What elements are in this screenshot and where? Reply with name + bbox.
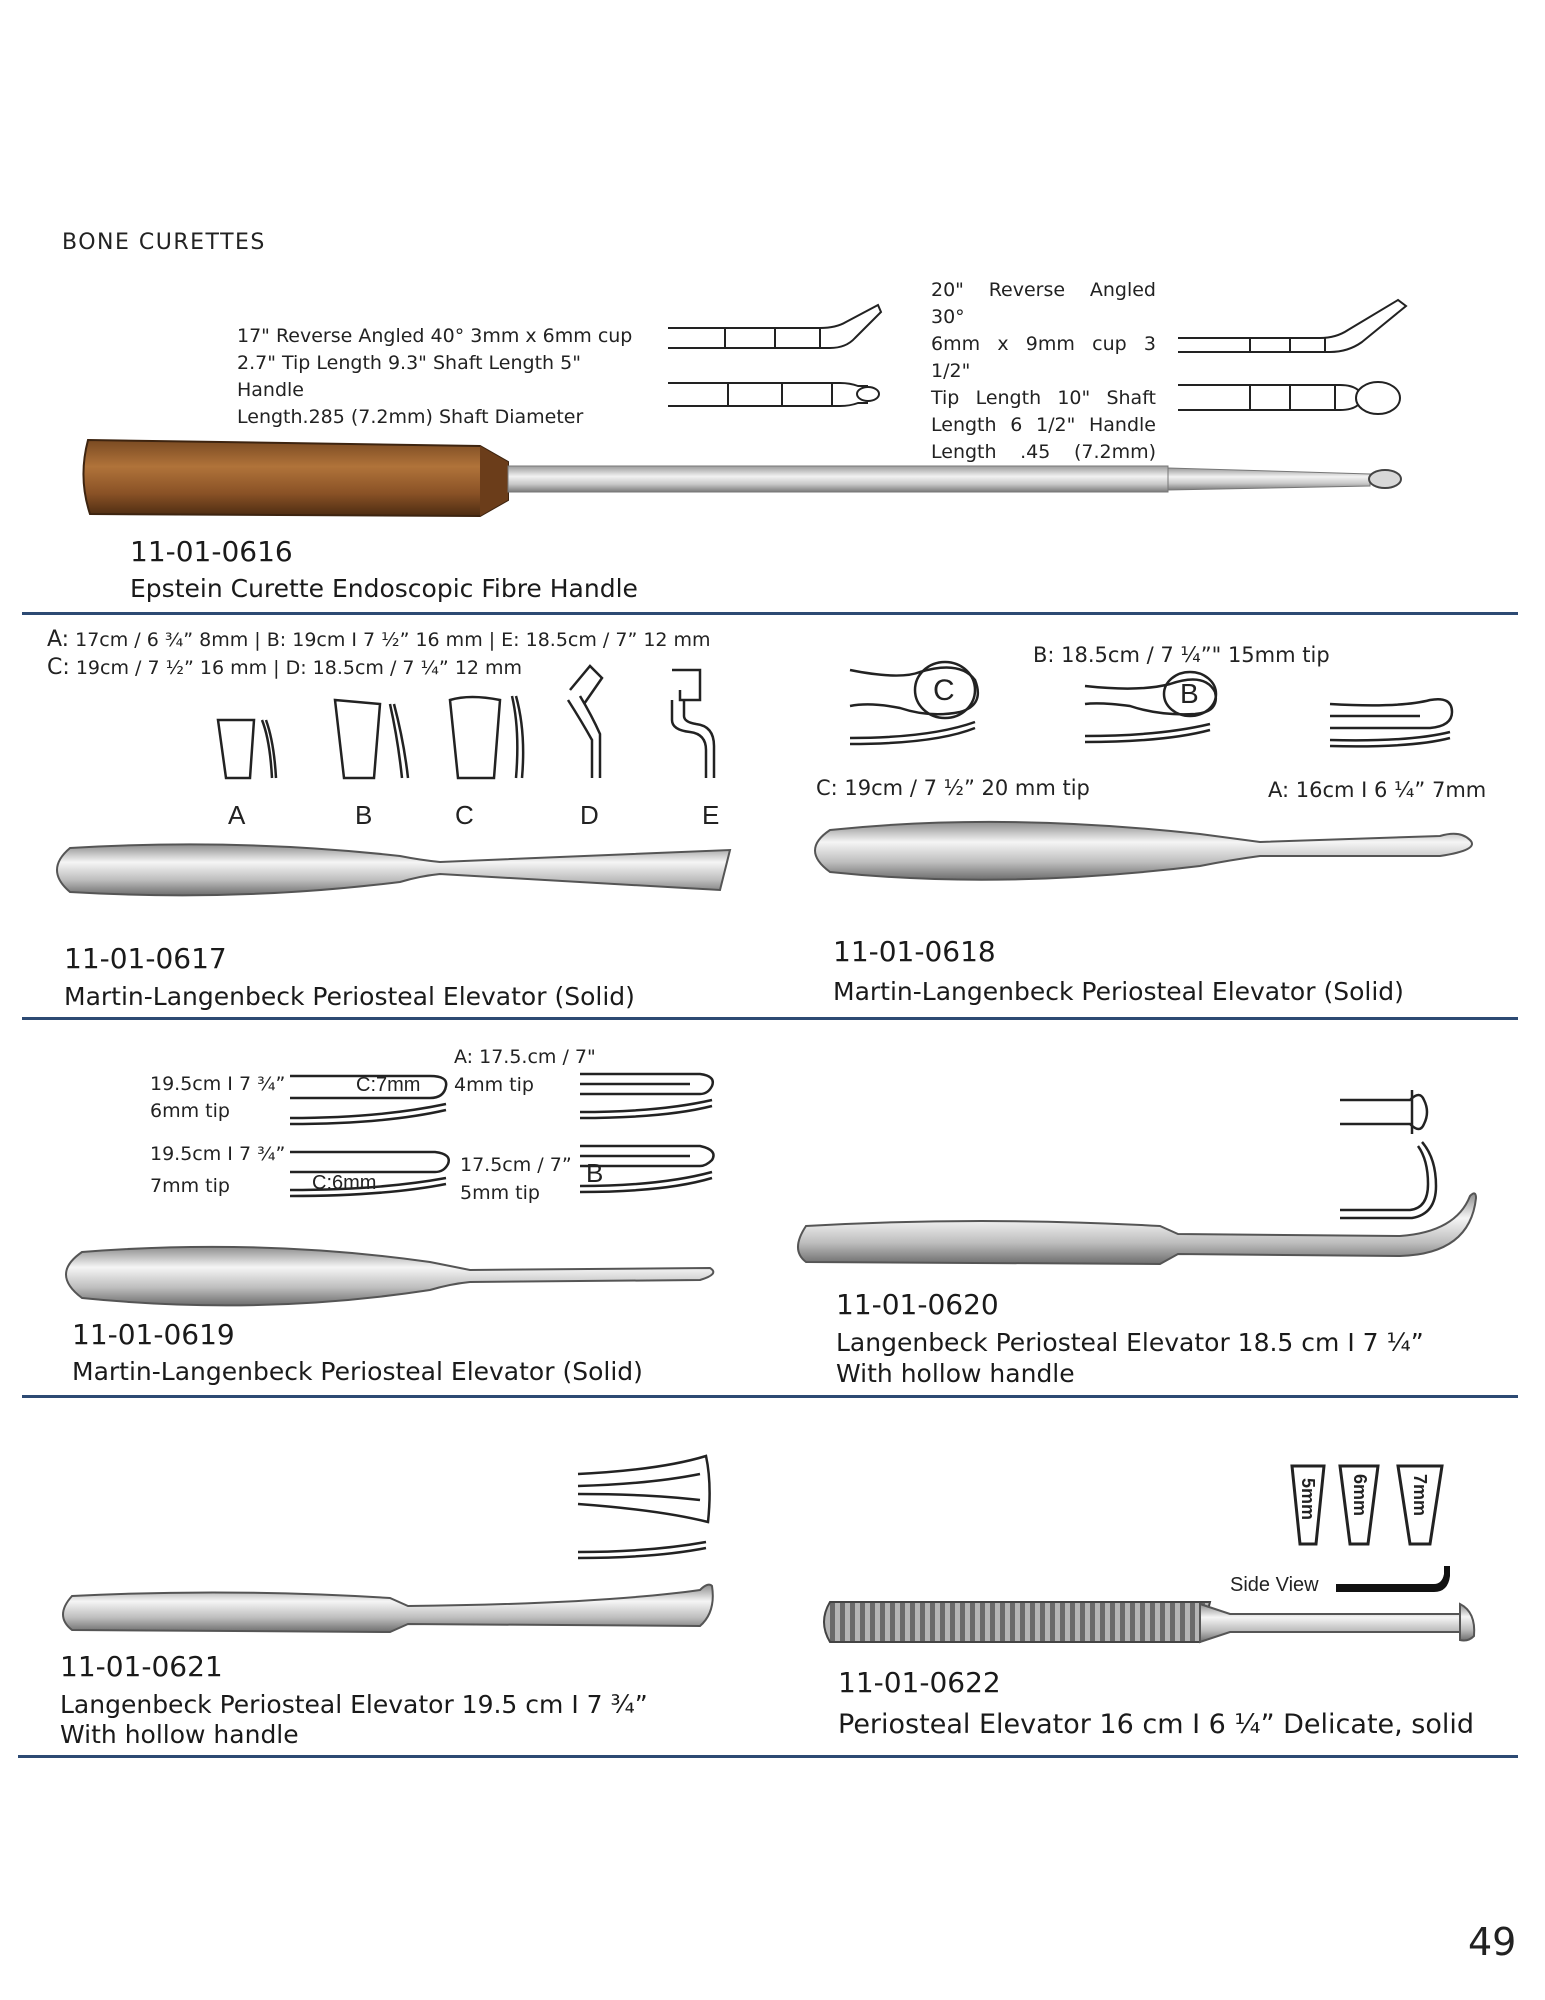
tip-letter-b-0619: B <box>586 1158 604 1188</box>
product-name-0618: Martin-Langenbeck Periosteal Elevator (Solid) <box>833 977 1404 1006</box>
product-name-0617: Martin-Langenbeck Periosteal Elevator (Solid) <box>64 982 635 1011</box>
product-name-0622: Periosteal Elevator 16 cm I 6 ¼” Delicate, solid <box>838 1709 1475 1740</box>
tip-label-c6mm: C:6mm <box>312 1172 377 1194</box>
product-name-0620-line1: Langenbeck Periosteal Elevator 18.5 cm I 7 ¼” <box>836 1328 1424 1357</box>
tip-label-d: D <box>580 800 599 830</box>
product-code-0621: 11-01-0621 <box>60 1650 223 1683</box>
spec-0618-c: C: 19cm / 7 ½” 20 mm tip <box>816 776 1090 800</box>
product-code-0620: 11-01-0620 <box>836 1288 999 1321</box>
spec-0619-a-line2: 4mm tip <box>454 1074 534 1096</box>
side-view-label: Side View <box>1230 1574 1319 1596</box>
product-name-0619: Martin-Langenbeck Periosteal Elevator (Solid) <box>72 1357 643 1386</box>
product-name-0621-line2: With hollow handle <box>60 1720 299 1749</box>
spec-0619-c7-line2: 6mm tip <box>150 1100 230 1122</box>
tip-label-c7mm: C:7mm <box>356 1074 421 1096</box>
tip-size-5mm: 5mm <box>1298 1478 1318 1521</box>
tip-label-c: C <box>455 800 474 830</box>
page-number: 49 <box>1468 1920 1517 1964</box>
spec-0619-c6-line1: 19.5cm I 7 ¾” <box>150 1143 286 1165</box>
spec-0616-right: 20" Reverse Angled 30° 6mm x 9mm cup 3 1/2" Tip Length 10" Shaft Length 6 1/2" Handle Length .45 (7.2mm) <box>931 279 1156 463</box>
spec-0618-a: A: 16cm I 6 ¼” 7mm <box>1268 778 1487 802</box>
tip-label-a: A <box>228 800 246 830</box>
tip-label-b: B <box>355 800 373 830</box>
product-name-0620-line2: With hollow handle <box>836 1359 1075 1388</box>
product-name-0621-line1: Langenbeck Periosteal Elevator 19.5 cm I 7 ¾” <box>60 1690 648 1719</box>
divider-4 <box>18 1755 1518 1758</box>
product-code-0618: 11-01-0618 <box>833 935 996 968</box>
spec-0616-left: 17" Reverse Angled 40° 3mm x 6mm cup 2.7" Tip Length 9.3" Shaft Length 5" Handle Length.285 (7.2mm) Shaft Diameter <box>237 325 633 428</box>
tip-size-7mm: 7mm <box>1410 1474 1430 1517</box>
spec-0617-text2: 19cm / 7 ½” 16 mm | D: 18.5cm / 7 ¼” 12 mm <box>75 657 523 679</box>
spec-0619-b-line2: 5mm tip <box>460 1182 540 1204</box>
product-code-0619: 11-01-0619 <box>72 1318 235 1351</box>
spec-0617-prefix-a: A: <box>47 627 70 652</box>
tip-letter-b-0618: B <box>1180 678 1199 709</box>
spec-0617-prefix-c: C: <box>47 655 70 680</box>
spec-0619-a-line1: A: 17.5.cm / 7" <box>454 1046 596 1068</box>
tip-label-e: E <box>702 800 720 830</box>
product-code-0616: 11-01-0616 <box>130 535 293 568</box>
tip-size-6mm: 6mm <box>1350 1474 1370 1517</box>
product-code-0622: 11-01-0622 <box>838 1666 1001 1699</box>
product-name-0616: Epstein Curette Endoscopic Fibre Handle <box>130 574 638 603</box>
spec-0619-c7-line1: 19.5cm I 7 ¾” <box>150 1073 286 1095</box>
spec-0617-text1: 17cm / 6 ¾” 8mm | B: 19cm I 7 ½” 16 mm | E: 18.5cm / 7” 12 mm <box>75 629 711 651</box>
section-title: BONE CURETTES <box>62 230 266 255</box>
spec-0619-b-line1: 17.5cm / 7” <box>460 1154 572 1176</box>
tip-letter-c-0618: C <box>933 674 955 707</box>
product-code-0617: 11-01-0617 <box>64 942 227 975</box>
spec-0619-c6-line2: 7mm tip <box>150 1175 230 1197</box>
spec-0618-b: B: 18.5cm / 7 ¼”" 15mm tip <box>1033 643 1330 667</box>
